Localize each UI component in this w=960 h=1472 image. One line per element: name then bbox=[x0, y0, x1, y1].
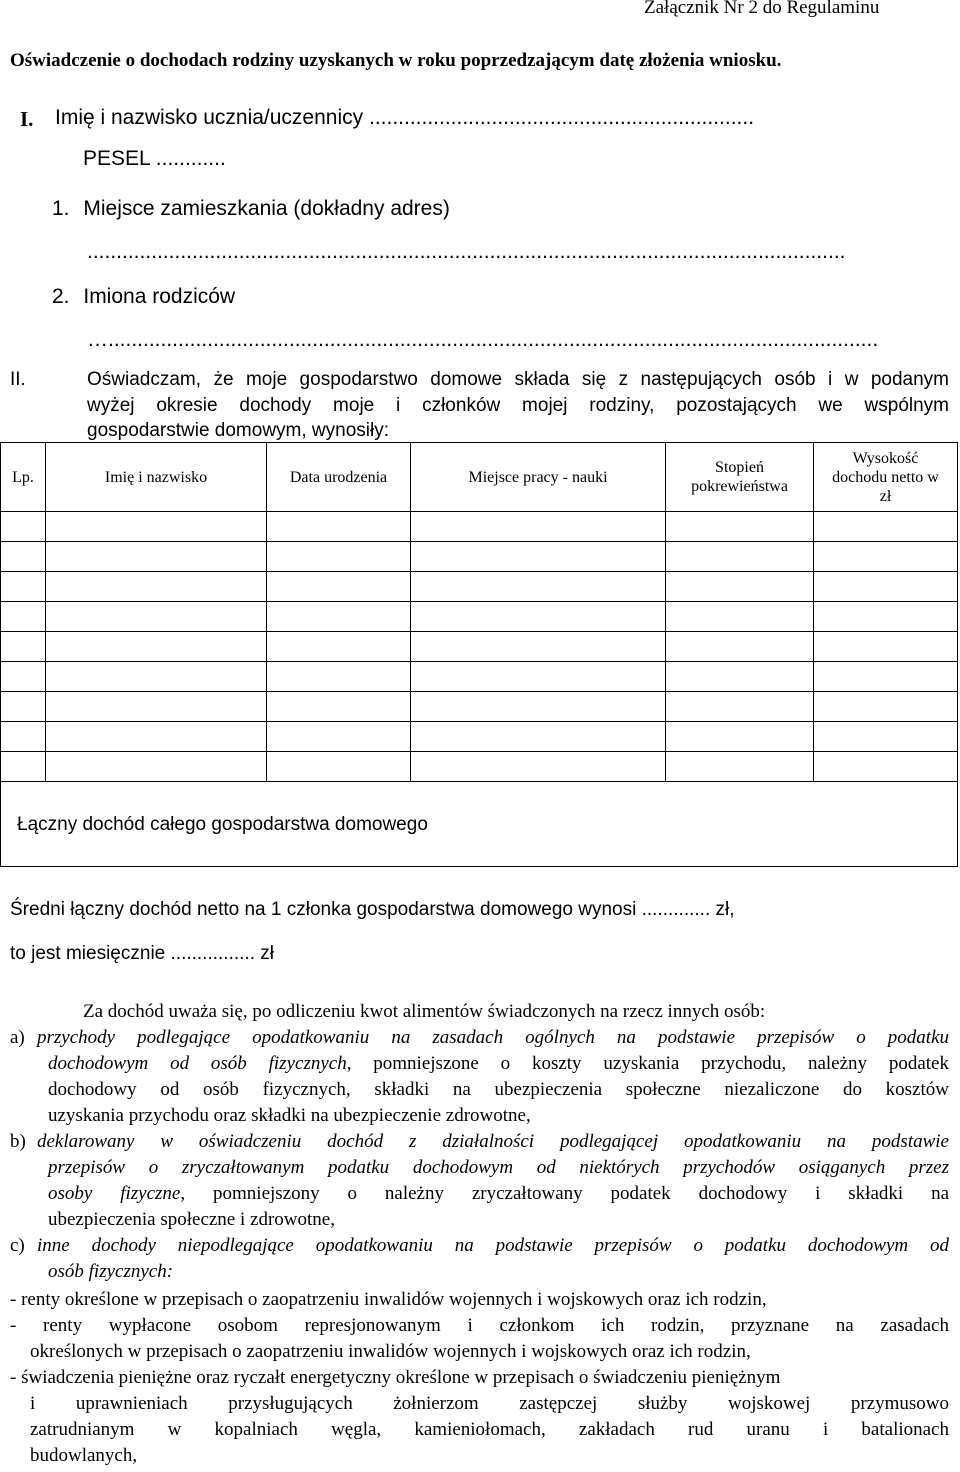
student-name-dots: .................................................................. bbox=[368, 106, 755, 129]
table-row-line bbox=[0, 631, 958, 632]
dash-item-2-line-1: - renty wypłacone osobom represjonowanym i członkom ich rodzin, przyznane na zasadach bbox=[10, 1315, 949, 1336]
col-header-birth: Data urodzenia bbox=[289, 468, 388, 486]
item-c-italic-2: osób fizycznych: bbox=[48, 1261, 174, 1282]
parents-number: 2. bbox=[52, 285, 70, 308]
dash-item-3-line-1: - świadczenia pieniężne oraz ryczałt energetyczny określone w przepisach o świadczeniu pieniężnym bbox=[10, 1367, 781, 1388]
item-a-line-2 bbox=[48, 1053, 949, 1075]
col-header-name: Imię i nazwisko bbox=[104, 468, 208, 486]
student-name-field[interactable] bbox=[55, 106, 754, 130]
item-b-text-3: , pomniejszony o należny zryczałtowany podatek dochodowy i składki na bbox=[180, 1183, 949, 1204]
dash-item-2-line-2: określonych w przepisach o zaopatrzeniu inwalidów wojennych i wojskowych oraz ich rodzin, bbox=[30, 1341, 751, 1362]
item-c-line-2 bbox=[48, 1261, 173, 1283]
address-dots[interactable]: .................................................................................................................................. bbox=[87, 240, 846, 263]
pesel-dots: ............ bbox=[155, 147, 226, 170]
table-border-bottom bbox=[0, 866, 958, 867]
col-header-relation-line2: pokrewieństwa bbox=[691, 478, 788, 495]
address-label: Miejsce zamieszkania (dokładny adres) bbox=[83, 197, 450, 220]
item-a-label: a) bbox=[10, 1027, 25, 1048]
col-header-lp: Lp. bbox=[12, 468, 34, 486]
total-income-label: Łączny dochód całego gospodarstwa domowego bbox=[17, 814, 428, 835]
item-b-line-2 bbox=[48, 1157, 949, 1179]
col-header-relation bbox=[666, 443, 813, 511]
item-c-italic-1: inne dochody niepodlegające opodatkowaniu na podstawie przepisów o podatku dochodowym od bbox=[37, 1235, 949, 1256]
table-row-line bbox=[0, 781, 958, 782]
item-b-line-1 bbox=[37, 1131, 949, 1153]
col-header-income bbox=[814, 443, 957, 511]
item-b-line-4: ubezpieczenia społeczne i zdrowotne, bbox=[48, 1209, 335, 1230]
item-b-italic-1: deklarowany w oświadczeniu dochód z działalności podlegającej opodatkowaniu na podstawie bbox=[37, 1131, 949, 1152]
section-1-number: I. bbox=[20, 107, 34, 131]
definition-intro: Za dochód uważa się, po odliczeniu kwot alimentów świadczonych na rzecz innych osób: bbox=[83, 1001, 766, 1022]
table-row-line bbox=[0, 571, 958, 572]
declaration-line-1: Oświadczam, że moje gospodarstwo domowe składa się z następujących osób i w podanym bbox=[87, 369, 949, 390]
item-a-line-4: uzyskania przychodu oraz składki na ubezpieczenie zdrowotne, bbox=[48, 1105, 531, 1126]
dash-item-3-line-4: budowlanych, bbox=[30, 1445, 138, 1466]
item-b-label: b) bbox=[10, 1131, 26, 1152]
pesel-label: PESEL bbox=[83, 147, 150, 170]
col-header-income-line1: Wysokość bbox=[852, 449, 919, 467]
document-title: Oświadczenie o dochodach rodziny uzyskanych w roku poprzedzającym datę złożenia wniosku. bbox=[10, 50, 782, 71]
item-c-label: c) bbox=[10, 1235, 25, 1256]
col-header-income-line2: dochodu netto w bbox=[832, 468, 939, 486]
item-a-italic-2: dochodowym od osób fizycznych bbox=[48, 1053, 347, 1074]
parents-item bbox=[52, 285, 235, 309]
col-header-relation-line1: Stopień bbox=[715, 459, 764, 476]
table-row-line bbox=[0, 541, 958, 542]
table-row-line bbox=[0, 601, 958, 602]
table-row-line bbox=[0, 721, 958, 722]
col-header-work: Miejsce pracy - nauki bbox=[468, 468, 608, 486]
average-income-line[interactable]: Średni łączny dochód netto na 1 członka gospodarstwa domowego wynosi ............. zł, bbox=[10, 899, 735, 920]
item-b-line-3 bbox=[48, 1183, 949, 1205]
item-a-line-1 bbox=[37, 1027, 949, 1049]
dash-item-3-line-2: i uprawnieniach przysługujących żołnierzom zastępczej służby wojskowej przymusowo bbox=[30, 1393, 949, 1414]
dash-item-1: - renty określone w przepisach o zaopatrzeniu inwalidów wojennych i wojskowych oraz ich rodzin, bbox=[10, 1289, 767, 1310]
student-name-label: Imię i nazwisko ucznia/uczennicy bbox=[55, 106, 364, 129]
item-b-italic-2: przepisów o zryczałtowanym podatku dochodowym od niektórych przychodów osiąganych przez bbox=[48, 1157, 949, 1178]
parents-label: Imiona rodziców bbox=[83, 285, 236, 308]
col-header-income-line3: zł bbox=[879, 487, 892, 505]
table-border-right bbox=[957, 442, 958, 867]
item-c-line-1 bbox=[37, 1235, 949, 1257]
table-row-line bbox=[0, 661, 958, 662]
item-a-text-2: , pomniejszone o koszty uzyskania przychodu, należny podatek bbox=[346, 1053, 949, 1074]
address-item bbox=[52, 197, 450, 221]
section-2-number: II. bbox=[10, 369, 26, 390]
address-number: 1. bbox=[52, 197, 70, 220]
item-b-italic-3: osoby fizyczne bbox=[48, 1183, 181, 1204]
table-header-bottom bbox=[0, 511, 958, 512]
dash-item-3-line-3: zatrudnianym w kopalniach węgla, kamieniołomach, zakładach rud uranu i batalionach bbox=[30, 1419, 949, 1440]
attachment-label: Załącznik Nr 2 do Regulaminu bbox=[644, 0, 880, 18]
table-row-line bbox=[0, 751, 958, 752]
declaration-line-2: wyżej okresie dochody moje i członków mojej rodziny, pozostających we wspólnym bbox=[87, 395, 949, 416]
pesel-field[interactable] bbox=[83, 147, 226, 171]
monthly-income-line[interactable]: to jest miesięcznie ................ zł bbox=[10, 943, 274, 964]
parents-dots[interactable]: ….................................................................................................................................... bbox=[87, 328, 879, 351]
item-a-italic-1: przychody podlegające opodatkowaniu na zasadach ogólnych na podstawie przepisów o podatku bbox=[37, 1027, 949, 1048]
declaration-line-3: gospodarstwie domowym, wynosiły: bbox=[87, 420, 390, 441]
table-row-line bbox=[0, 691, 958, 692]
item-a-line-3: dochodowy od osób fizycznych, składki na ubezpieczenia społeczne niezaliczone do kosztów bbox=[48, 1079, 949, 1100]
